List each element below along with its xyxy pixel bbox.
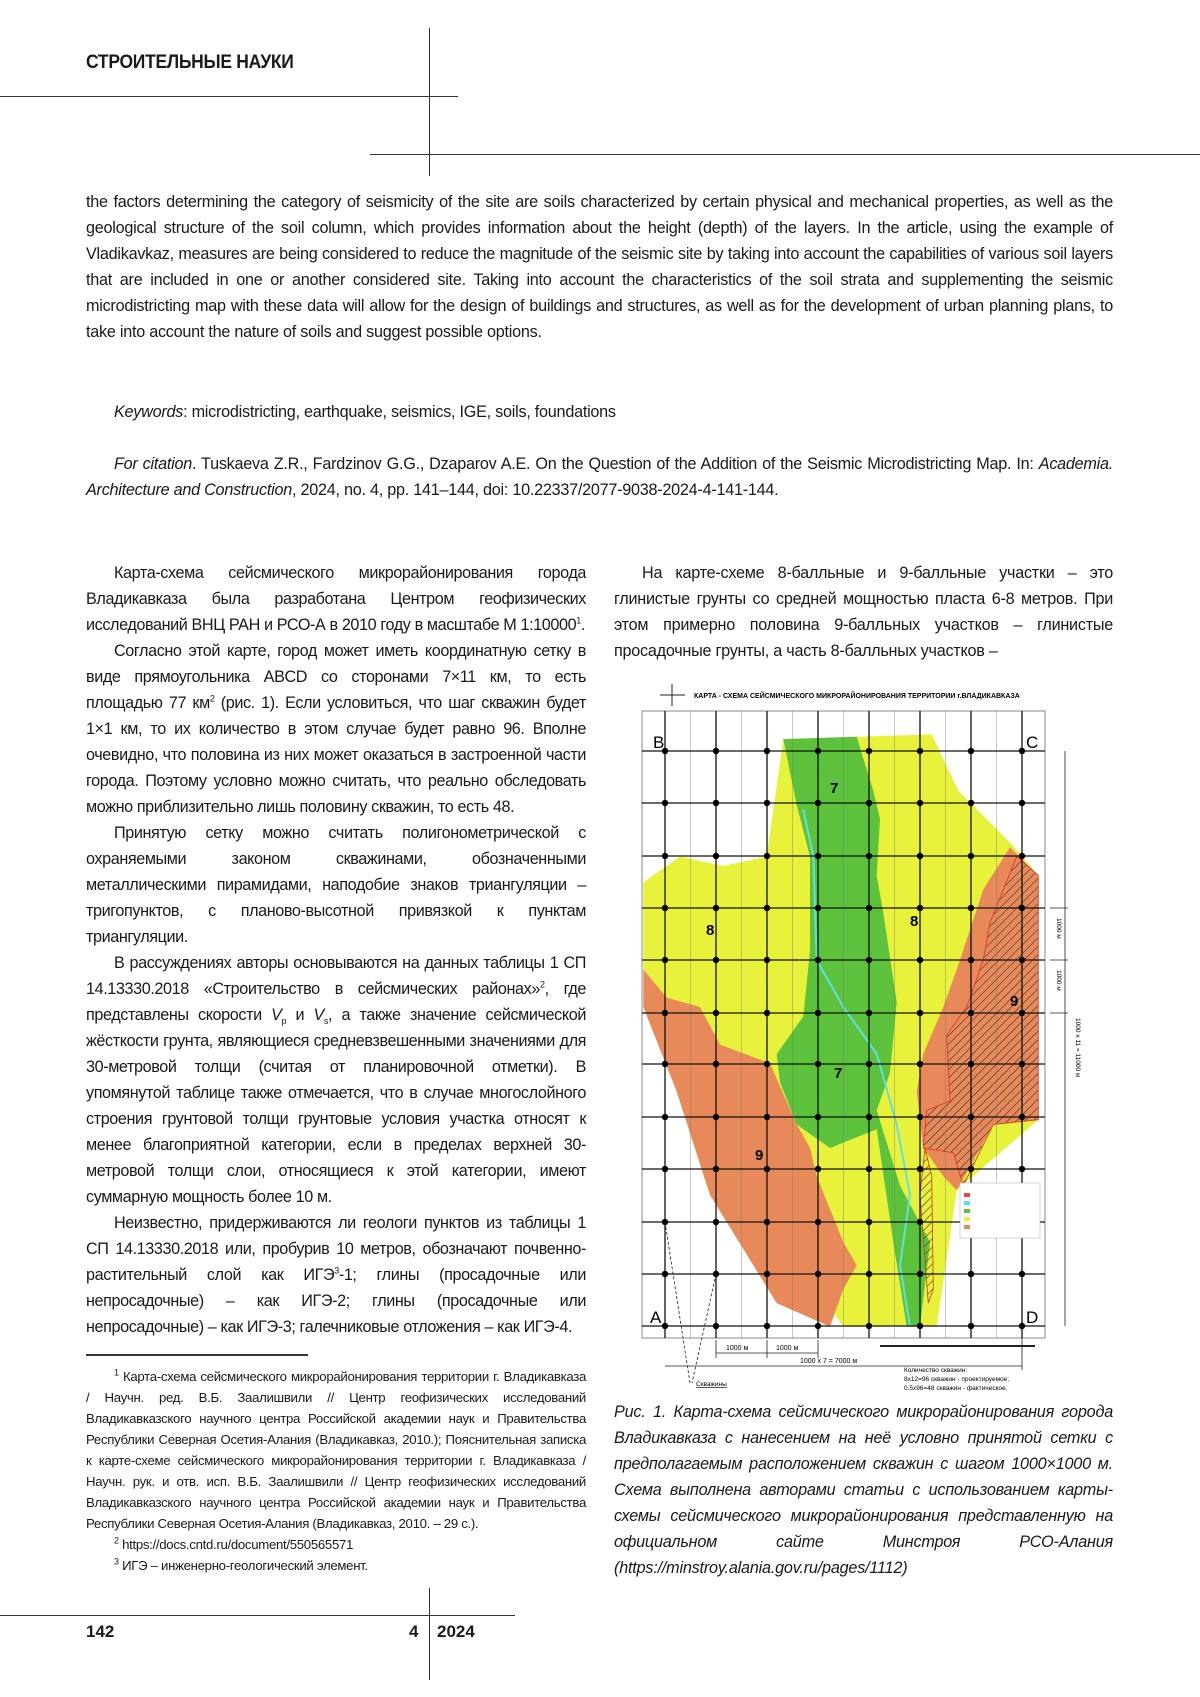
well-point — [968, 1114, 974, 1120]
footnote-ref[interactable]: 1 — [576, 616, 581, 626]
well-point — [713, 957, 719, 963]
well-point — [815, 905, 821, 911]
well-point — [815, 1219, 821, 1225]
caption-text: Карта-схема сейсмического микрорайонирования города Владикавказа с нанесением на неё условно принятой сетки с предполагаемым расположением скважин с шагом 1000×1000 м. Схема выполнена авторами статьи с использованием карты-схемы сейсмического микрорайонирования представленную на официальном сайте Минстроя РСО-Алания (https://minstroy.alania.gov.ru/pages/1112) — [614, 1403, 1113, 1577]
well-point — [662, 1010, 668, 1016]
paragraph — [86, 950, 586, 1210]
text: Карта-схема сейсмического микрорайонирования города Владикавказа была разработана Центром геофизических исследований ВНЦ РАН и РСО-А в 2010 году в масштабе М 1:10000 — [86, 564, 586, 634]
well-point — [662, 957, 668, 963]
keywords-label: Keywords — [114, 403, 183, 421]
well-point — [1019, 905, 1025, 911]
well-point — [764, 853, 770, 859]
well-point — [764, 1323, 770, 1329]
well-point — [764, 1166, 770, 1172]
wells-projected: 8х12=96 скважин - проектируемое; — [904, 1376, 1009, 1383]
well-point — [917, 748, 923, 754]
left-column — [86, 560, 586, 1340]
well-point — [866, 800, 872, 806]
caption-label: Рис. 1. — [614, 1403, 666, 1421]
zone-label-9: 9 — [1010, 993, 1018, 1010]
well-point — [917, 957, 923, 963]
zone-label-9: 9 — [755, 1147, 763, 1164]
well-point — [764, 748, 770, 754]
well-point — [713, 905, 719, 911]
well-point — [713, 1323, 719, 1329]
well-point — [815, 1061, 821, 1067]
section-title: СТРОИТЕЛЬНЫЕ НАУКИ — [86, 52, 294, 74]
compass-icon — [660, 684, 685, 706]
well-point — [815, 853, 821, 859]
corner-d: D — [1026, 1308, 1038, 1327]
symbol-vp: V — [271, 1006, 281, 1024]
paragraph — [86, 638, 586, 820]
well-point — [968, 1010, 974, 1016]
footnote-num: 2 — [114, 1535, 119, 1545]
footnote-separator — [86, 1354, 308, 1356]
map-legend — [960, 1183, 1040, 1238]
well-point — [1019, 1061, 1025, 1067]
well-point — [1019, 748, 1025, 754]
well-point — [968, 1061, 974, 1067]
keywords-text: : microdistricting, earthquake, seismics, IGE, soils, foundations — [183, 403, 616, 421]
well-point — [866, 748, 872, 754]
well-point — [764, 1114, 770, 1120]
header-rule-top — [0, 96, 458, 97]
well-point — [713, 1061, 719, 1067]
footnote-ref[interactable]: 2 — [540, 980, 545, 990]
well-point — [713, 1219, 719, 1225]
well-point — [815, 957, 821, 963]
well-point — [1019, 1114, 1025, 1120]
well-point — [764, 905, 770, 911]
well-point — [662, 1271, 668, 1277]
well-point — [713, 1010, 719, 1016]
zone-label-8: 8 — [706, 922, 714, 939]
well-point — [968, 800, 974, 806]
citation-details: , 2024, no. 4, pp. 141–144, doi: 10.22337/2077-9038-2024-4-141-144. — [292, 481, 778, 499]
well-point — [1019, 1271, 1025, 1277]
well-point — [713, 748, 719, 754]
footnote-num: 1 — [114, 1367, 119, 1377]
footnote — [86, 1555, 586, 1576]
well-point — [917, 1114, 923, 1120]
well-point — [713, 853, 719, 859]
right-column-flow — [614, 560, 1113, 1581]
subscript: s — [324, 1016, 328, 1026]
wells-count-title: Количество скважин: — [904, 1367, 967, 1374]
text: В рассуждениях авторы основываются на данных таблицы 1 СП 14.13330.2018 «Строительство в сейсмических районах» — [86, 954, 586, 998]
citation-label: For citation — [114, 455, 192, 473]
well-point — [1019, 853, 1025, 859]
well-point — [968, 1166, 974, 1172]
well-point — [1019, 1323, 1025, 1329]
paragraph: На карте-схеме 8-балльные и 9-балльные участки – это глинистые грунты со средней мощностью пласта 6-8 метров. При этом примерно половина 9-балльных участков – глинистые просадочные грунты, а часть 8-балльных участков – — [614, 560, 1113, 664]
width-dimension: 1000 х 7 = 7000 м — [800, 1358, 857, 1365]
well-point — [764, 1010, 770, 1016]
well-point — [917, 1061, 923, 1067]
well-point — [1019, 800, 1025, 806]
well-point — [866, 1271, 872, 1277]
well-point — [764, 1061, 770, 1067]
header-rule-bottom — [370, 154, 1200, 155]
citation-authors: . Tuskaeva Z.R., Fardzinov G.G., Dzaparov A.E. On the Question of the Addition of the Seismic Microdistricting Map. In: — [192, 455, 1039, 473]
well-point — [815, 800, 821, 806]
height-step-2: 1000 м — [1055, 970, 1062, 991]
well-point — [815, 1271, 821, 1277]
height-step-1: 1000 м — [1055, 918, 1062, 939]
issue-year: 2024 — [437, 1622, 475, 1642]
well-point — [866, 1114, 872, 1120]
paragraph: Принятую сетку можно считать полигонометрической с охраняемыми законом скважинами, обозначенными металлическими пирамидами, наподобие знаков триангуляции – тригопунктов, с планово-высотной привязкой к пунктам триангуляции. — [86, 820, 586, 950]
well-point — [764, 957, 770, 963]
well-point — [662, 1323, 668, 1329]
well-point — [815, 1323, 821, 1329]
well-point — [866, 1010, 872, 1016]
footer-rule — [0, 1615, 515, 1616]
well-point — [662, 853, 668, 859]
left-column-flow — [86, 560, 586, 1576]
text: и — [286, 1006, 313, 1024]
well-point — [866, 1323, 872, 1329]
well-point — [1019, 957, 1025, 963]
footer-rule-vertical — [429, 1588, 430, 1680]
well-point — [917, 853, 923, 859]
well-point — [815, 1114, 821, 1120]
paragraph — [86, 560, 586, 638]
well-point — [1019, 1166, 1025, 1172]
issue-number: 4 — [409, 1622, 418, 1642]
well-point — [917, 1323, 923, 1329]
well-point — [713, 1166, 719, 1172]
text: . — [581, 616, 585, 634]
paragraph — [86, 1210, 586, 1340]
well-point — [764, 800, 770, 806]
well-point — [662, 1061, 668, 1067]
well-point — [917, 1271, 923, 1277]
well-point — [713, 800, 719, 806]
well-point — [968, 1323, 974, 1329]
citation-journal: Academia. Architecture and Construction — [86, 455, 1113, 499]
height-dimension: 1000 х 11 = 11000 м — [1074, 1018, 1081, 1078]
text: Неизвестно, придерживаются ли геологи пунктов из таблицы 1 СП 14.13330.2018 или, пробурив 10 метров, обозначают почвенно-растительный слой как ИГЭ — [86, 1214, 586, 1284]
corner-b: B — [653, 733, 664, 752]
corner-c: C — [1026, 733, 1038, 752]
subscript: p — [282, 1016, 287, 1026]
footnote-text: Карта-схема сейсмического микрорайонирования территории г. Владикавказа / Научн. ред. В.Б. Заалишвили // Центр геофизических исследований Владикавказского научного центра Российской академии наук и Правительства Республики Северная Осетия-Алания (Владикавказ, 2010.); Пояснительная записка к карте-схеме сейсмического микрорайонирования территории г. Владикавказа / Научн. рук. и отв. исп. В.Б. Заалишвили // Центр геофизических исследований Владикавказского научного центра Российской академии наук и Правительства Республики Северная Осетия-Алания (Владикавказ, 2010. – 29 с.). — [86, 1369, 586, 1531]
page-number: 142 — [86, 1622, 114, 1642]
well-point — [662, 1166, 668, 1172]
well-point — [764, 1219, 770, 1225]
footnote — [86, 1366, 586, 1534]
text: , где представлены скорости — [86, 980, 586, 1024]
well-point — [815, 1166, 821, 1172]
zone-label-8: 8 — [910, 913, 918, 930]
keywords — [86, 399, 1113, 425]
figure-caption — [614, 1399, 1113, 1581]
well-point — [917, 1219, 923, 1225]
well-point — [1019, 1010, 1025, 1016]
well-point — [815, 748, 821, 754]
superscript: 2 — [210, 694, 215, 704]
well-point — [662, 1114, 668, 1120]
wells-label: Скважины — [696, 1381, 727, 1388]
well-point — [764, 1271, 770, 1277]
footnotes — [86, 1366, 586, 1576]
zone-label-7: 7 — [830, 780, 838, 797]
footnote-link[interactable]: https://docs.cntd.ru/document/550565571 — [119, 1537, 353, 1552]
well-point — [713, 1114, 719, 1120]
text: (рис. 1). Если условиться, что шаг скважин будет 1×1 км, то их количество в этом случае будет равно 96. Вполне очевидно, что половина из них может оказаться в застроенной части города. Поэтому условно можно считать, что реально обследовать можно приблизительно лишь половину скважин, то есть 48. — [86, 694, 586, 816]
well-point — [917, 800, 923, 806]
well-point — [968, 957, 974, 963]
text: -1; глины (просадочные или непросадочные) – как ИГЭ-2; глины (просадочные или непросадочные) – как ИГЭ-3; галечниковые отложения – как ИГЭ-4. — [86, 1266, 586, 1336]
footnote-ref[interactable]: 3 — [334, 1266, 339, 1276]
well-point — [662, 800, 668, 806]
well-point — [662, 905, 668, 911]
footnote — [86, 1534, 586, 1555]
well-point — [866, 957, 872, 963]
zone-label-7: 7 — [834, 1065, 842, 1082]
corner-a: A — [650, 1308, 662, 1327]
footnote-num: 3 — [114, 1556, 119, 1566]
well-point — [968, 748, 974, 754]
text: Согласно этой карте, город может иметь координатную сетку в виде прямоугольника ABCD со сторонами 7×11 км, то есть площадью 77 км — [86, 642, 586, 712]
abstract-text: the factors determining the category of seismicity of the site are soils characterized by certain physical and mechanical properties, as well as the geological structure of the soil column, which provides information about the height (depth) of the layers. In the article, using the example of Vladikavkaz, measures are being considered to reduce the magnitude of the seismic site by taking into account the capabilities of various soil layers that are included in one or another considered site. Taking into account the characteristics of the soil strata and supplementing the seismic microdistricting map with these data will allow for the design of buildings and structures, as well as for the development of urban planning plans, to take into account the nature of soils and suggest possible options. — [86, 189, 1113, 345]
footnote-text: ИГЭ – инженерно-геологический элемент. — [119, 1558, 368, 1573]
well-point — [968, 905, 974, 911]
map-title: КАРТА - СХЕМА СЕЙСМИЧЕСКОГО МИКРОРАЙОНИРОВАНИЯ ТЕРРИТОРИИ г.ВЛАДИКАВКАЗА — [694, 691, 1020, 700]
well-point — [968, 853, 974, 859]
well-point — [968, 1271, 974, 1277]
well-point — [917, 1166, 923, 1172]
well-point — [866, 1219, 872, 1225]
well-point — [917, 1010, 923, 1016]
citation — [86, 451, 1113, 503]
well-point — [917, 905, 923, 911]
well-point — [866, 1061, 872, 1067]
seismic-map-figure — [610, 678, 1090, 1393]
text: , а также значение сейсмической жёсткости грунта, являющиеся средневзвешенными значениями для 30-метровой толщи (считая от планировочной отметки). В упомянутой таблице также отмечается, что в случае многослойного строения грунтовой толщи грунтовые условия участка относят к менее благоприятной категории, если в пределах верхней 30-метровой толщи слои, относящиеся к этой категории, имеют суммарную мощность более 10 м. — [86, 1006, 586, 1206]
well-point — [815, 1010, 821, 1016]
wells-actual: 0.5х96=48 скважин - фактическое. — [904, 1385, 1008, 1392]
scale-step-1: 1000 м — [726, 1345, 749, 1352]
scale-step-2: 1000 м — [776, 1345, 799, 1352]
well-point — [866, 905, 872, 911]
symbol-vs: V — [313, 1006, 323, 1024]
well-point — [866, 1166, 872, 1172]
well-point — [866, 853, 872, 859]
right-column — [614, 560, 1113, 664]
